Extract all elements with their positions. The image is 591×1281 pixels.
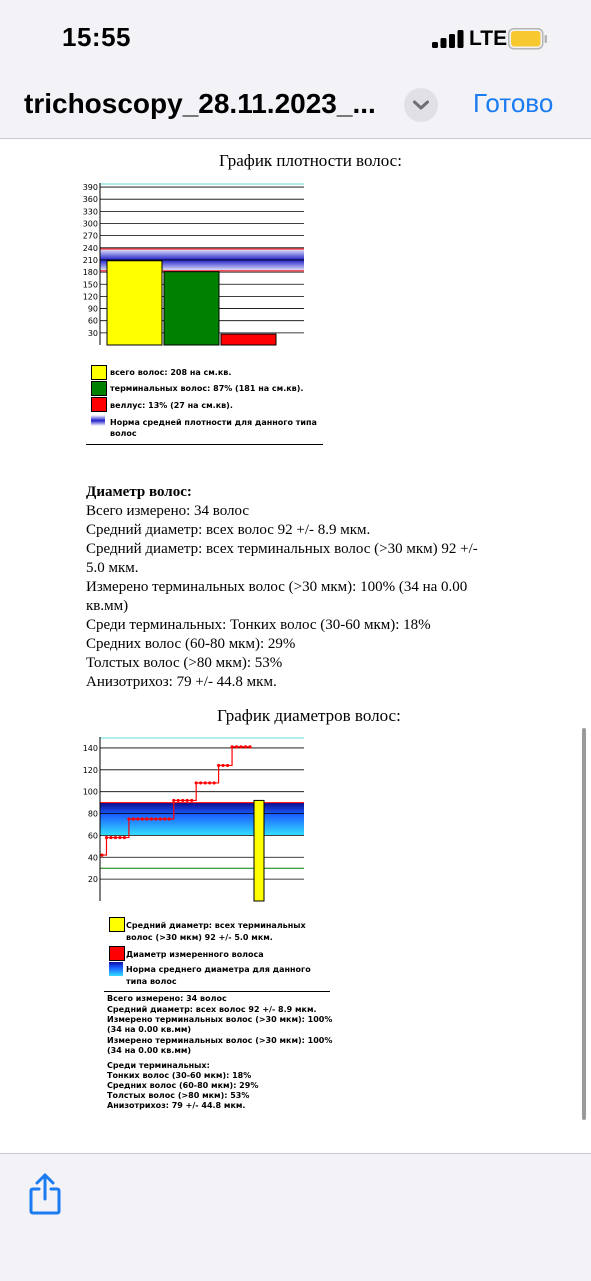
diameter-line: Анизотрихоз: 79 +/- 44.8 мкм. [86, 674, 277, 690]
density-y-tick-label: 390 [82, 183, 98, 193]
diameter-line: Средний диаметр: всех волос 92 +/- 8.9 мкм. [86, 522, 371, 538]
legend-divider [86, 444, 323, 445]
diameter-point [221, 764, 224, 767]
diameter-point [248, 745, 251, 748]
done-button[interactable]: Готово [473, 88, 554, 118]
diameter-point [136, 817, 139, 820]
diameter-y-tick-label: 140 [82, 743, 98, 753]
diameter-point [105, 836, 108, 839]
legend-label-terminal: терминальных волос: 87% (181 на см.кв). [110, 384, 304, 393]
density-y-tick-label: 300 [82, 219, 98, 229]
density-y-tick-label: 360 [82, 195, 98, 205]
diameter-point [181, 799, 184, 802]
diameter-point [244, 745, 247, 748]
density-chart [82, 181, 324, 349]
legend-swatch-norm-diameter [109, 962, 123, 976]
density-y-tick-label: 90 [87, 304, 98, 314]
diameter-point [150, 817, 153, 820]
density-y-tick-label: 330 [82, 207, 98, 217]
diameter-point [132, 817, 135, 820]
legend-swatch-mean [109, 917, 125, 932]
summary-line: Среди терминальных: [107, 1061, 210, 1070]
diameter-line: Средних волос (60-80 мкм): 29% [86, 636, 296, 652]
diameter-heading: Диаметр волос: [86, 484, 192, 500]
diameter-y-tick-label: 60 [87, 831, 98, 841]
diameter-y-tick-label: 20 [87, 875, 98, 885]
status-bar [0, 0, 591, 76]
diameter-point [123, 836, 126, 839]
diameter-y-tick-label: 40 [87, 853, 98, 863]
diameter-line: Толстых волос (>80 мкм): 53% [86, 655, 283, 671]
diameter-line: Всего измерено: 34 волос [86, 503, 250, 519]
density-y-tick-label: 60 [87, 316, 98, 326]
document-nav-bar [0, 76, 591, 139]
document-content[interactable] [0, 139, 591, 1153]
summary-line: Толстых волос (>80 мкм): 53% [107, 1091, 250, 1100]
summary-line: Средний диаметр: всех волос 92 +/- 8.9 мкм. [107, 1005, 317, 1014]
legend-label-norm: Норма средней плотности для данного типа [110, 418, 317, 427]
diameter-point [172, 799, 175, 802]
diameter-line: Среди терминальных: Тонких волос (30-60 мкм): 18% [86, 617, 431, 633]
diameter-chart [82, 735, 324, 905]
summary-line: Средних волос (60-80 мкм): 29% [107, 1081, 259, 1090]
status-time: 15:55 [62, 22, 131, 52]
legend-swatch-vellus [91, 397, 107, 412]
legend-swatch-terminal [91, 381, 107, 396]
summary-line: (34 на 0.00 кв.мм) [107, 1025, 192, 1034]
density-y-tick-label: 180 [82, 268, 98, 278]
chevron-down-icon [404, 88, 438, 122]
diameter-point [239, 745, 242, 748]
network-label: LTE [469, 27, 508, 50]
diameter-point [217, 764, 220, 767]
legend-label-measured: Диаметр измеренного волоса [126, 950, 264, 959]
legend-divider [104, 991, 330, 992]
diameter-y-tick-label: 80 [87, 809, 98, 819]
summary-line: Тонких волос (30-60 мкм): 18% [107, 1071, 252, 1080]
bottom-toolbar [0, 1153, 591, 1281]
summary-line: Всего измерено: 34 волос [107, 994, 227, 1003]
diameter-line: Средний диаметр: всех терминальных волос (>30 мкм) 92 +/- [86, 541, 478, 557]
density-y-tick-label: 270 [82, 231, 98, 241]
diameter-point [127, 817, 130, 820]
legend-label-norm-diameter: Норма среднего диаметра для данного [126, 965, 311, 974]
diameter-point [100, 853, 103, 856]
diameter-point [226, 764, 229, 767]
diameter-point [145, 817, 148, 820]
diameter-point [235, 745, 238, 748]
legend-label-norm-cont: волос [110, 429, 137, 438]
diameter-line: кв.мм) [86, 598, 129, 614]
diameter-point [177, 799, 180, 802]
scrollbar[interactable] [582, 728, 586, 1120]
density-y-tick-label: 240 [82, 243, 98, 253]
signal-icon [432, 30, 464, 48]
diameter-point [186, 799, 189, 802]
diameter-point [199, 781, 202, 784]
diameter-point [190, 799, 193, 802]
diameter-point [159, 817, 162, 820]
diameter-y-tick-label: 100 [82, 787, 98, 797]
legend-swatch-measured [109, 946, 125, 961]
legend-label-mean: Средний диаметр: всех терминальных [126, 921, 306, 930]
diameter-mean-bar [254, 800, 264, 901]
density-bar-1 [107, 261, 162, 345]
density-y-tick-label: 120 [82, 292, 98, 302]
diameter-point [109, 836, 112, 839]
diameter-point [204, 781, 207, 784]
diameter-y-tick-label: 120 [82, 765, 98, 775]
diameter-line: 5.0 мкм. [86, 560, 139, 576]
legend-swatch-total [91, 365, 107, 380]
summary-line: Измерено терминальных волос (>30 мкм): 100% [107, 1036, 333, 1045]
summary-line: (34 на 0.00 кв.мм) [107, 1046, 192, 1055]
diameter-point [213, 781, 216, 784]
diameter-point [195, 781, 198, 784]
density-y-tick-label: 150 [82, 280, 98, 290]
diameter-point [114, 836, 117, 839]
density-chart-title: График плотности волос: [219, 151, 402, 170]
diameter-point [163, 817, 166, 820]
document-title: trichoscopy_28.11.2023_... [24, 88, 376, 119]
legend-label-vellus: веллус: 13% (27 на см.кв). [110, 401, 233, 410]
summary-line: Измерено терминальных волос (>30 мкм): 100% [107, 1015, 333, 1024]
diameter-point [230, 745, 233, 748]
summary-line: Анизотрихоз: 79 +/- 44.8 мкм. [107, 1101, 246, 1110]
share-icon[interactable] [28, 1172, 62, 1216]
density-y-tick-label: 210 [82, 255, 98, 265]
diameter-point [168, 817, 171, 820]
diameter-point [154, 817, 157, 820]
density-bar-3 [221, 334, 276, 345]
density-bar-2 [164, 272, 219, 345]
legend-swatch-norm [91, 415, 105, 426]
diameter-point [141, 817, 144, 820]
battery-icon [508, 28, 548, 50]
diameter-point [118, 836, 121, 839]
legend-label-total: всего волос: 208 на см.кв. [110, 368, 232, 377]
diameter-line: Измерено терминальных волос (>30 мкм): 100% (34 на 0.00 [86, 579, 468, 595]
diameter-point [208, 781, 211, 784]
legend-label-norm-diameter-cont: типа волос [126, 977, 177, 986]
diameter-chart-title: График диаметров волос: [217, 706, 401, 725]
legend-label-mean-cont: волос (>30 мкм) 92 +/- 5.0 мкм. [126, 933, 273, 942]
title-menu-button[interactable] [404, 88, 438, 122]
density-y-tick-label: 30 [87, 328, 98, 338]
